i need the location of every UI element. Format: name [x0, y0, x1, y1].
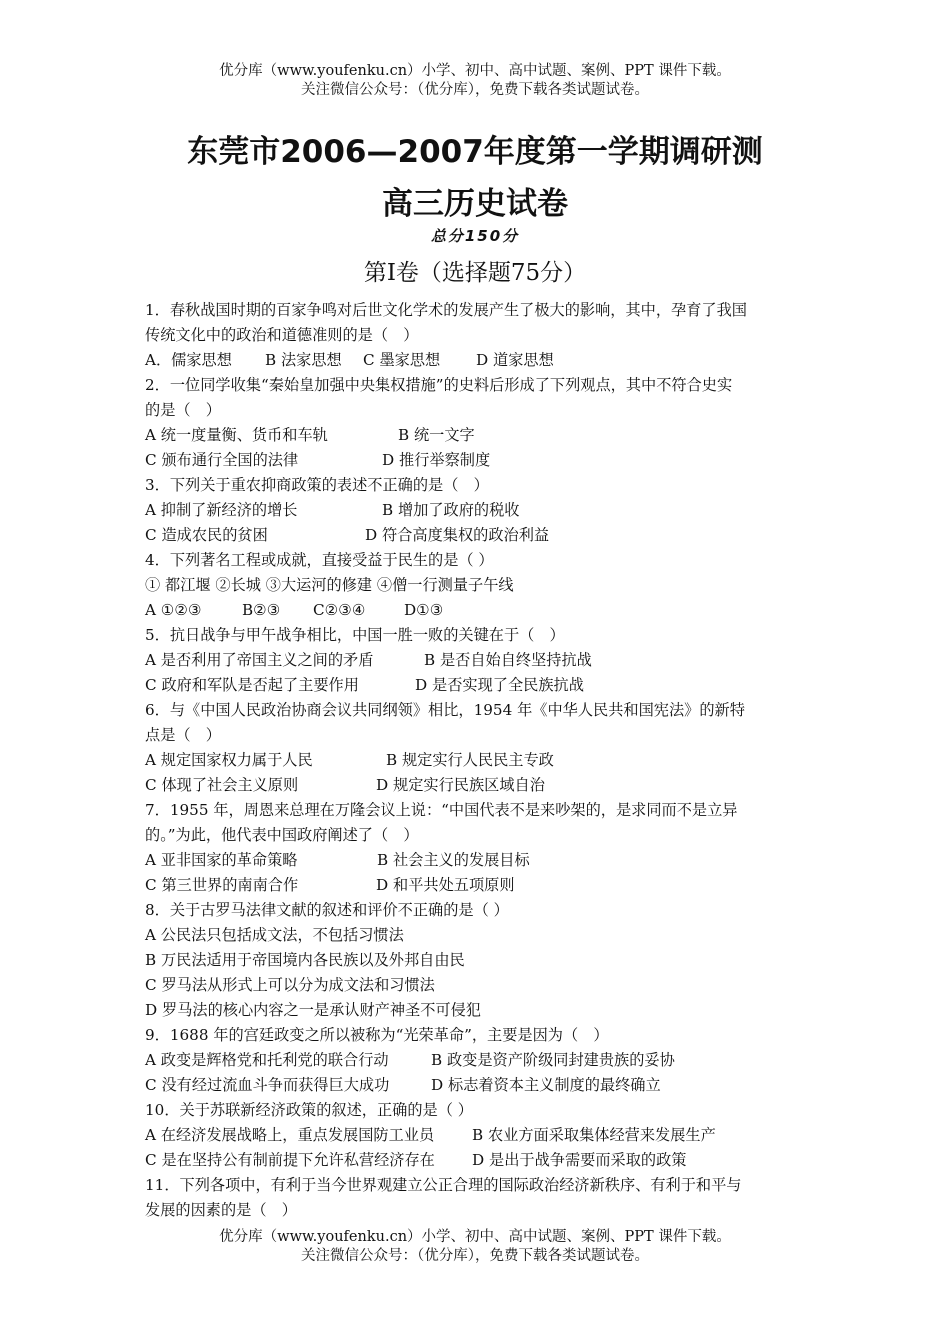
- question-8-stem: 8．关于古罗马法律文献的叙述和评价不正确的是（ ）: [145, 901, 509, 919]
- question-3-stem: 3．下列关于重农抑商政策的表述不正确的是（ ）: [145, 476, 489, 494]
- option-d: D 道家思想: [476, 351, 554, 369]
- option-b: B 法家思想: [265, 351, 342, 369]
- option-b: B②③: [242, 601, 281, 619]
- question-2-stem: 2．一位同学收集“秦始皇加强中央集权措施”的史料后形成了下列观点，其中不符合史实: [145, 376, 733, 394]
- question-6-stem-cont: 点是（ ）: [145, 726, 221, 744]
- page-footer: [0, 1228, 950, 1266]
- question-1-options: [145, 348, 815, 373]
- option-d: D 是否实现了全民族抗战: [415, 676, 584, 694]
- question-10-options-ab: [145, 1123, 815, 1148]
- option-a: A 规定国家权力属于人民: [145, 751, 313, 769]
- option-d: D 和平共处五项原则: [376, 876, 515, 894]
- page-header: [0, 62, 950, 100]
- option-b: B 农业方面采取集体经营来发展生产: [472, 1126, 716, 1144]
- option-a: A 抑制了新经济的增长: [145, 501, 298, 519]
- header-line-2: 关注微信公众号：（优分库），免费下载各类试题试卷。: [301, 82, 649, 98]
- option-c: C 体现了社会主义原则: [145, 776, 299, 794]
- option-a: A 在经济发展战略上，重点发展国防工业员: [145, 1126, 435, 1144]
- question-7-stem-cont: 的。”为此，他代表中国政府阐述了（ ）: [145, 826, 419, 844]
- option-d: D 规定实行民族区域自治: [376, 776, 545, 794]
- question-2-stem-cont: 的是（ ）: [145, 401, 221, 419]
- option-a: A 是否利用了帝国主义之间的矛盾: [145, 651, 374, 669]
- option-b: B 统一文字: [398, 426, 475, 444]
- section-heading: 第Ⅰ卷（选择题75分）: [363, 260, 587, 286]
- option-c: C 没有经过流血斗争而获得巨大成功: [145, 1076, 390, 1094]
- question-6-options-ab: [145, 748, 815, 773]
- total-score: 总分150分: [430, 227, 520, 245]
- option-a: A ①②③: [145, 601, 202, 619]
- question-3-options-ab: [145, 498, 815, 523]
- question-2-options-ab: [145, 423, 815, 448]
- question-7-stem: 7．1955 年，周恩来总理在万隆会议上说：“中国代表不是来吵架的，是求同而不是立异: [145, 801, 738, 819]
- question-list: [145, 298, 815, 1223]
- header-line-1: 优分库（www.youfenku.cn）小学、初中、高中试题、案例、PPT 课件下载。: [219, 63, 731, 79]
- question-7-options-cd: [145, 873, 815, 898]
- question-8-option-d: D 罗马法的核心内容之一是承认财产神圣不可侵犯: [145, 1001, 481, 1019]
- option-c: C 造成农民的贫困: [145, 526, 268, 544]
- option-c: C②③④: [313, 601, 366, 619]
- option-a: A 亚非国家的革命策略: [145, 851, 298, 869]
- question-8-option-b: B 万民法适用于帝国境内各民族以及外邦自由民: [145, 951, 465, 969]
- question-4-items: ① 都江堰 ②长城 ③大运河的修建 ④僧一行测量子午线: [145, 576, 514, 594]
- question-6-options-cd: [145, 773, 815, 798]
- question-1-stem-cont: 传统文化中的政治和道德准则的是（ ）: [145, 326, 419, 344]
- question-9-options-ab: [145, 1048, 815, 1073]
- exam-title: 东莞市2006—2007年度第一学期调研测: [187, 134, 763, 170]
- option-b: B 增加了政府的税收: [382, 501, 520, 519]
- question-3-options-cd: [145, 523, 815, 548]
- question-4-stem: 4．下列著名工程或成就，直接受益于民生的是（ ）: [145, 551, 494, 569]
- option-a: A 政变是辉格党和托利党的联合行动: [145, 1051, 389, 1069]
- option-d: D 标志着资本主义制度的最终确立: [431, 1076, 661, 1094]
- question-9-options-cd: [145, 1073, 815, 1098]
- question-8-option-a: A 公民法只包括成文法，不包括习惯法: [145, 926, 404, 944]
- option-c: C 政府和军队是否起了主要作用: [145, 676, 359, 694]
- option-d: D①③: [404, 601, 444, 619]
- question-9-stem: 9．1688 年的宫廷政变之所以被称为“光荣革命”，主要是因为（ ）: [145, 1026, 609, 1044]
- question-10-stem: 10．关于苏联新经济政策的叙述，正确的是（ ）: [145, 1101, 473, 1119]
- question-4-options: [145, 598, 815, 623]
- question-7-options-ab: [145, 848, 815, 873]
- option-b: B 是否自始自终坚持抗战: [424, 651, 592, 669]
- question-10-options-cd: [145, 1148, 815, 1173]
- option-d: D 是出于战争需要而采取的政策: [472, 1151, 687, 1169]
- question-5-options-cd: [145, 673, 815, 698]
- question-1-stem: 1．春秋战国时期的百家争鸣对后世文化学术的发展产生了极大的影响，其中，孕育了我国: [145, 301, 747, 319]
- option-c: C 是在坚持公有制前提下允许私营经济存在: [145, 1151, 435, 1169]
- option-d: D 符合高度集权的政治利益: [365, 526, 550, 544]
- footer-line-1: 优分库（www.youfenku.cn）小学、初中、高中试题、案例、PPT 课件下载。: [219, 1229, 731, 1245]
- question-8-option-c: C 罗马法从形式上可以分为成文法和习惯法: [145, 976, 435, 994]
- option-b: B 规定实行人民民主专政: [386, 751, 554, 769]
- question-11-stem: 11．下列各项中，有利于当今世界观建立公正合理的国际政治经济新秩序、有利于和平与: [145, 1176, 742, 1194]
- option-b: B 政变是资产阶级同封建贵族的妥协: [431, 1051, 675, 1069]
- question-6-stem: 6．与《中国人民政治协商会议共同纲领》相比，1954 年《中华人民共和国宪法》的新特: [145, 701, 745, 719]
- option-a: A 统一度量衡、货币和车轨: [145, 426, 328, 444]
- option-d: D 推行举察制度: [382, 451, 491, 469]
- question-11-stem-cont: 发展的因素的是（ ）: [145, 1201, 297, 1219]
- option-c: C 墨家思想: [363, 351, 441, 369]
- option-c: C 第三世界的南南合作: [145, 876, 299, 894]
- option-b: B 社会主义的发展目标: [377, 851, 530, 869]
- question-5-stem: 5．抗日战争与甲午战争相比，中国一胜一败的关键在于（ ）: [145, 626, 565, 644]
- question-2-options-cd: [145, 448, 815, 473]
- exam-subtitle: 高三历史试卷: [382, 186, 568, 222]
- option-a: A．儒家思想: [145, 351, 232, 369]
- question-5-options-ab: [145, 648, 815, 673]
- option-c: C 颁布通行全国的法律: [145, 451, 299, 469]
- footer-line-2: 关注微信公众号：（优分库），免费下载各类试题试卷。: [301, 1248, 649, 1264]
